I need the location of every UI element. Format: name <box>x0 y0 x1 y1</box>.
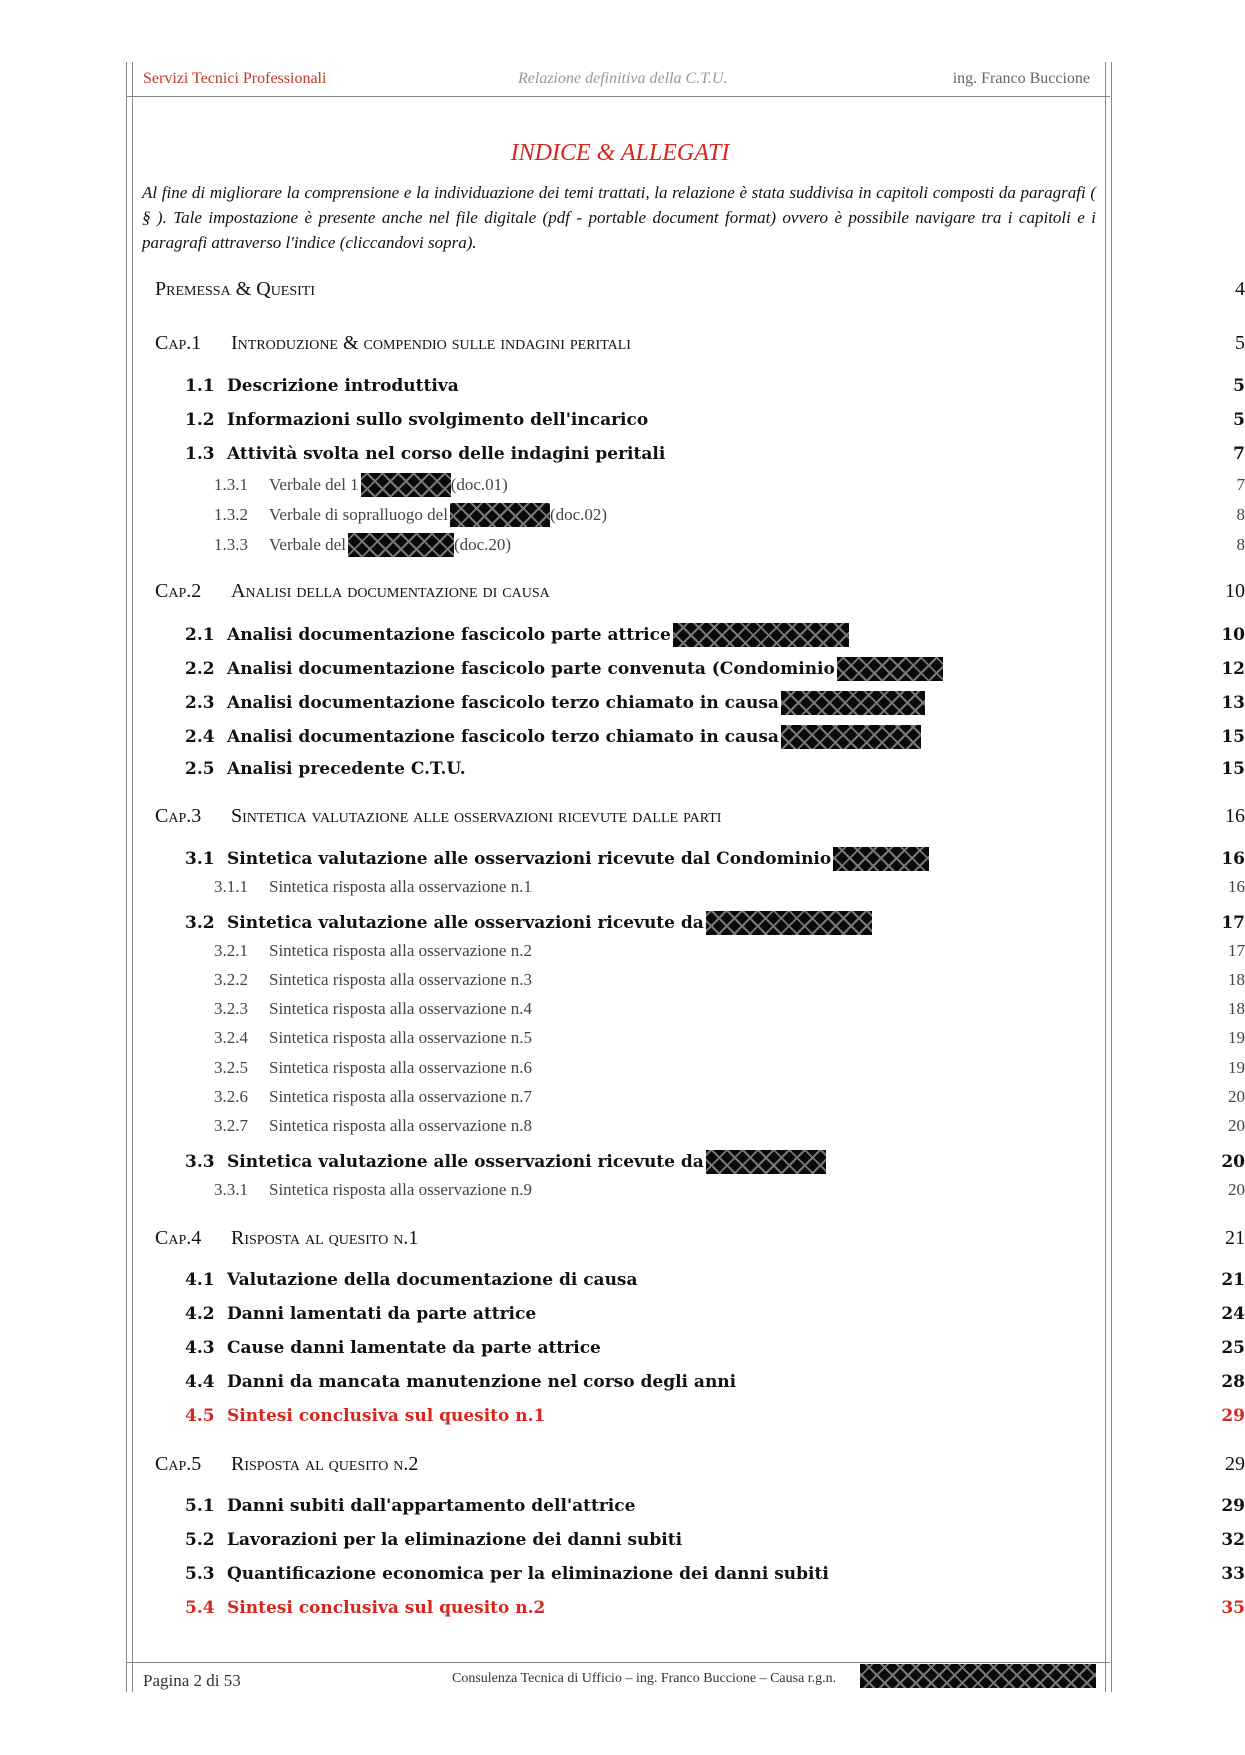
toc-page: 8 <box>1236 535 1245 554</box>
redaction-block <box>348 533 454 557</box>
footer-case-info: Consulenza Tecnica di Ufficio – ing. Franco Buccione – Causa r.g.n. <box>452 1671 837 1686</box>
toc-s4-5[interactable] <box>185 1406 1245 1426</box>
toc-label: Sintetica risposta alla osservazione n.9 <box>269 1180 532 1199</box>
toc-page: 7 <box>1233 444 1245 464</box>
toc-s3-1-1[interactable] <box>214 877 1245 897</box>
toc-page: 20 <box>1221 1152 1245 1172</box>
redaction-block <box>361 473 451 497</box>
page-frame-left <box>126 62 133 1692</box>
toc-num: 1.3 <box>185 444 215 464</box>
toc-cap2[interactable] <box>155 580 1245 603</box>
toc-cap3[interactable] <box>155 805 1245 828</box>
toc-s1-3-3[interactable] <box>214 533 1245 557</box>
toc-s1-3-1[interactable] <box>214 473 1245 497</box>
redaction-block <box>781 691 925 715</box>
toc-label: Sintesi conclusiva sul quesito n.1 <box>227 1406 546 1426</box>
toc-s3-2-1[interactable] <box>214 941 1245 961</box>
toc-label: Risposta al quesito n.1 <box>231 1227 419 1249</box>
toc-page: 15 <box>1221 759 1245 779</box>
toc-num: Cap.5 <box>155 1453 202 1475</box>
toc-label: Danni lamentati da parte attrice <box>227 1304 537 1324</box>
toc-s2-1[interactable] <box>185 623 1245 647</box>
toc-num: 1.3.3 <box>214 535 248 554</box>
toc-num: 2.3 <box>185 693 215 713</box>
toc-page: 33 <box>1221 1564 1245 1584</box>
toc-num: 1.3.1 <box>214 475 248 494</box>
toc-page: 13 <box>1221 693 1245 713</box>
toc-num: 5.1 <box>185 1496 215 1516</box>
toc-label: Informazioni sullo svolgimento dell'incarico <box>227 410 649 430</box>
toc-page: 17 <box>1228 941 1245 960</box>
toc-label: Analisi documentazione fascicolo parte attrice <box>227 625 671 645</box>
footer-rule <box>126 1662 1110 1663</box>
toc-page: 19 <box>1228 1058 1245 1077</box>
toc-num: 5.4 <box>185 1598 215 1618</box>
toc-page: 21 <box>1221 1270 1245 1290</box>
toc-s5-2[interactable] <box>185 1530 1245 1550</box>
toc-s5-1[interactable] <box>185 1496 1245 1516</box>
toc-label: Sintesi conclusiva sul quesito n.2 <box>227 1598 546 1618</box>
toc-s4-1[interactable] <box>185 1270 1245 1290</box>
toc-page: 16 <box>1221 849 1245 869</box>
toc-s1-1[interactable] <box>185 376 1245 396</box>
toc-label: Introduzione & compendio sulle indagini peritali <box>231 332 631 354</box>
toc-s3-2[interactable] <box>185 911 1245 935</box>
toc-label: Danni da mancata manutenzione nel corso degli anni <box>227 1372 737 1392</box>
toc-num: 5.3 <box>185 1564 215 1584</box>
toc-s4-2[interactable] <box>185 1304 1245 1324</box>
toc-page: 20 <box>1228 1116 1245 1135</box>
header-left: Servizi Tecnici Professionali <box>143 70 327 87</box>
toc-num: Cap.4 <box>155 1227 202 1249</box>
toc-label: Analisi documentazione fascicolo terzo chiamato in causa <box>227 693 779 713</box>
toc-label: Attività svolta nel corso delle indagini peritali <box>227 444 666 464</box>
toc-page: 5 <box>1233 410 1245 430</box>
toc-s3-2-2[interactable] <box>214 970 1245 990</box>
toc-label: Cause danni lamentate da parte attrice <box>227 1338 601 1358</box>
toc-page: 16 <box>1225 805 1245 827</box>
toc-label: Analisi documentazione fascicolo parte convenuta (Condominio <box>227 659 835 679</box>
toc-num: 3.1.1 <box>214 877 248 896</box>
toc-s4-4[interactable] <box>185 1372 1245 1392</box>
toc-page: 20 <box>1228 1180 1245 1199</box>
toc-num: 2.1 <box>185 625 215 645</box>
toc-cap1[interactable] <box>155 332 1245 355</box>
toc-page: 35 <box>1221 1598 1245 1618</box>
toc-page: 10 <box>1225 580 1245 602</box>
toc-num: 1.3.2 <box>214 505 248 524</box>
toc-page: 12 <box>1221 659 1245 679</box>
toc-page: 4 <box>1235 278 1245 300</box>
toc-num: 3.2 <box>185 913 215 933</box>
toc-s2-4[interactable] <box>185 725 1245 749</box>
toc-num: 4.5 <box>185 1406 215 1426</box>
toc-num: 3.2.7 <box>214 1116 248 1135</box>
toc-num: 3.2.1 <box>214 941 248 960</box>
toc-label: Sintetica risposta alla osservazione n.2 <box>269 941 532 960</box>
toc-page: 18 <box>1228 999 1245 1018</box>
toc-label: Sintetica risposta alla osservazione n.7 <box>269 1087 532 1106</box>
toc-num: 4.3 <box>185 1338 215 1358</box>
toc-label: Risposta al quesito n.2 <box>231 1453 419 1475</box>
toc-cap5[interactable] <box>155 1453 1245 1476</box>
toc-s5-4[interactable] <box>185 1598 1245 1618</box>
toc-label: Sintetica risposta alla osservazione n.8 <box>269 1116 532 1135</box>
toc-label: Sintetica risposta alla osservazione n.3 <box>269 970 532 989</box>
toc-s2-5[interactable] <box>185 759 1245 779</box>
redaction-block <box>706 1150 826 1174</box>
toc-label: Sintetica valutazione alle osservazioni ricevute dalle parti <box>231 805 722 827</box>
toc-num: 2.4 <box>185 727 215 747</box>
toc-label: Sintetica valutazione alle osservazioni ricevute da <box>227 1152 704 1172</box>
toc-page: 29 <box>1221 1406 1245 1426</box>
toc-label: Sintetica risposta alla osservazione n.4 <box>269 999 532 1018</box>
toc-page: 25 <box>1221 1338 1245 1358</box>
toc-page: 21 <box>1225 1227 1245 1249</box>
toc-s5-3[interactable] <box>185 1564 1245 1584</box>
page-frame-right <box>1105 62 1112 1692</box>
header-rule <box>126 96 1110 97</box>
toc-label-suffix: (doc.20) <box>453 535 512 554</box>
toc-page: 8 <box>1236 505 1245 524</box>
toc-label: Premessa & Quesiti <box>155 278 316 300</box>
toc-label-suffix: (doc.02) <box>549 505 608 524</box>
toc-page: 16 <box>1228 877 1245 896</box>
toc-num: 2.5 <box>185 759 215 779</box>
redaction-block <box>673 623 849 647</box>
toc-s3-3[interactable] <box>185 1150 1245 1174</box>
toc-label: Analisi della documentazione di causa <box>231 580 550 602</box>
toc-page: 5 <box>1233 376 1245 396</box>
toc-num: 4.4 <box>185 1372 215 1392</box>
toc-label: Analisi documentazione fascicolo terzo chiamato in causa <box>227 727 779 747</box>
toc-num: 3.3.1 <box>214 1180 248 1199</box>
toc-s3-2-6[interactable] <box>214 1087 1245 1107</box>
toc-s2-3[interactable] <box>185 691 1245 715</box>
toc-label: Sintetica valutazione alle osservazioni ricevute dal Condominio <box>227 849 832 869</box>
toc-s3-3-1[interactable] <box>214 1180 1245 1200</box>
redaction-block <box>706 911 872 935</box>
toc-page: 24 <box>1221 1304 1245 1324</box>
toc-s2-2[interactable] <box>185 657 1245 681</box>
footer-redaction-block <box>860 1664 1096 1688</box>
redaction-block <box>833 847 929 871</box>
toc-num: 3.1 <box>185 849 215 869</box>
toc-num: 4.1 <box>185 1270 215 1290</box>
toc-page: 28 <box>1221 1372 1245 1392</box>
toc-label: Descrizione introduttiva <box>227 376 459 396</box>
toc-page: 32 <box>1221 1530 1245 1550</box>
toc-s1-2[interactable] <box>185 410 1245 430</box>
toc-label: Sintetica risposta alla osservazione n.6 <box>269 1058 532 1077</box>
toc-page: 15 <box>1221 727 1245 747</box>
toc-num: 3.2.5 <box>214 1058 248 1077</box>
toc-label-suffix: (doc.01) <box>450 475 508 494</box>
toc-label: Analisi precedente C.T.U. <box>227 759 466 779</box>
toc-num: 5.2 <box>185 1530 215 1550</box>
intro-paragraph: Al fine di migliorare la comprensione e la individuazione dei temi trattati, la relazione è stata suddivisa in capitoli composti da paragrafi ( § ). Tale impostazione è presente anche nel file digitale (pdf - portable document format) ovvero è possibile navigare tra i capitoli e i paragrafi attraverso l'indice (cliccandovi sopra). <box>142 183 1096 252</box>
toc-num: Cap.1 <box>155 332 202 354</box>
toc-label: Sintetica valutazione alle osservazioni ricevute da <box>227 913 704 933</box>
redaction-block <box>781 725 921 749</box>
page-title: INDICE & ALLEGATI <box>510 140 730 166</box>
toc-s3-1[interactable] <box>185 847 1245 871</box>
footer-page-number: Pagina 2 di 53 <box>143 1671 241 1690</box>
toc-num: 1.2 <box>185 410 215 430</box>
toc-s3-2-7[interactable] <box>214 1116 1245 1136</box>
toc-label: Quantificazione economica per la eliminazione dei danni subiti <box>227 1564 829 1584</box>
toc-label: Sintetica risposta alla osservazione n.1 <box>269 877 532 896</box>
toc-page: 10 <box>1221 625 1245 645</box>
toc-label: Sintetica risposta alla osservazione n.5 <box>269 1028 532 1047</box>
toc-s3-2-4[interactable] <box>214 1028 1245 1048</box>
toc-num: 3.2.6 <box>214 1087 248 1106</box>
toc-page: 17 <box>1221 913 1245 933</box>
toc-num: 3.2.3 <box>214 999 248 1018</box>
toc-label: Verbale di sopralluogo del <box>269 505 448 524</box>
toc-label: Verbale del 1 <box>269 475 359 494</box>
redaction-block <box>450 503 550 527</box>
toc-label: Valutazione della documentazione di causa <box>227 1270 638 1290</box>
toc-num: 2.2 <box>185 659 215 679</box>
redaction-block <box>837 657 943 681</box>
toc-page: 5 <box>1235 332 1245 354</box>
toc-s1-3-2[interactable] <box>214 503 1245 527</box>
toc-label: Lavorazioni per la eliminazione dei danni subiti <box>227 1530 683 1550</box>
toc-s3-2-5[interactable] <box>214 1058 1245 1078</box>
toc-num: 1.1 <box>185 376 215 396</box>
toc-num: Cap.3 <box>155 805 202 827</box>
toc-label: Verbale del <box>269 535 346 554</box>
toc-page: 29 <box>1221 1496 1245 1516</box>
toc-s1-3[interactable] <box>185 444 1245 464</box>
toc-page: 19 <box>1228 1028 1245 1047</box>
toc-page: 20 <box>1228 1087 1245 1106</box>
toc-cap4[interactable] <box>155 1227 1245 1250</box>
toc-num: 3.3 <box>185 1152 215 1172</box>
toc-s3-2-3[interactable] <box>214 999 1245 1019</box>
toc-page: 18 <box>1228 970 1245 989</box>
toc-page: 7 <box>1236 475 1245 494</box>
toc-page: 29 <box>1225 1453 1245 1475</box>
toc-premessa[interactable] <box>155 278 1245 301</box>
header-right: ing. Franco Buccione <box>952 70 1090 87</box>
toc-num: 4.2 <box>185 1304 215 1324</box>
toc-s4-3[interactable] <box>185 1338 1245 1358</box>
toc-num: Cap.2 <box>155 580 202 602</box>
toc-label: Danni subiti dall'appartamento dell'attrice <box>227 1496 636 1516</box>
toc-num: 3.2.4 <box>214 1028 248 1047</box>
header-center: Relazione definitiva della C.T.U. <box>518 70 728 87</box>
toc-num: 3.2.2 <box>214 970 248 989</box>
